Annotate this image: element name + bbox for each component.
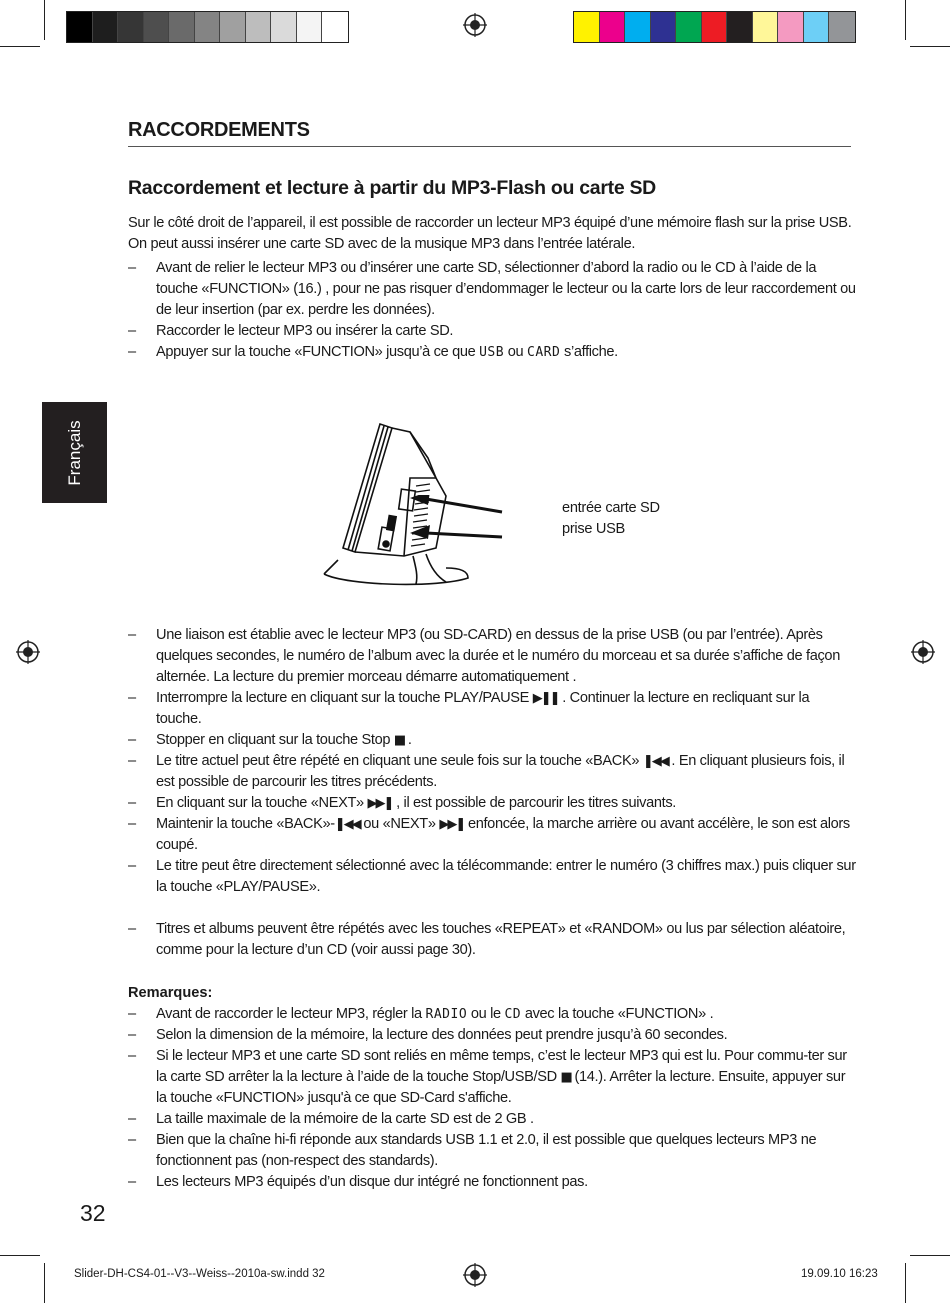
list-item <box>128 919 856 961</box>
grayscale-color-bar <box>66 11 349 43</box>
list-item-text: Selon la dimension de la mémoire, la lecture des données peut prendre jusqu’à 60 secondes. <box>156 1027 728 1043</box>
lcd-text-radio: RADIO <box>425 1007 468 1022</box>
registration-mark-icon <box>16 640 40 664</box>
dash: – <box>128 690 136 706</box>
crop-mark <box>44 0 45 40</box>
grayscale-swatch <box>220 12 246 42</box>
list-item-text: Stopper en cliquant sur la touche Stop <box>156 732 394 748</box>
list-item-text: En cliquant sur la touche «NEXT» <box>156 795 368 811</box>
list-item-text: ou le <box>467 1006 505 1022</box>
dash: – <box>128 344 136 360</box>
list-item-text: . En cliquant plusieurs fois, il est possible de parcourir les titres précédents. <box>156 753 845 790</box>
grayscale-swatch <box>144 12 170 42</box>
grayscale-swatch <box>322 12 348 42</box>
grayscale-swatch <box>118 12 144 42</box>
list-item-text: Le titre actuel peut être répété en cliquant une seule fois sur la touche «BACK» <box>156 753 643 769</box>
language-tab <box>42 402 107 503</box>
list-item-text: Avant de relier le lecteur MP3 ou d’insérer une carte SD, sélectionner d’abord la radio ou le CD à l’aide de la touche «FUNCTION» (16.) , pour ne pas risquer d’endommager le lecteur ou la carte lors de leur raccordement ou de leur insertion (par ex. perdre les données). <box>156 260 856 318</box>
list-item-text: ou <box>504 344 528 360</box>
registration-mark-icon <box>463 13 487 37</box>
process-swatch <box>804 12 830 42</box>
list-item-text: Interrompre la lecture en cliquant sur la touche PLAY/PAUSE <box>156 690 533 706</box>
list-item-text: s’affiche. <box>560 344 618 360</box>
list-item <box>128 258 856 321</box>
registration-mark-icon <box>463 1263 487 1287</box>
date-slug: 19.09.10 16:23 <box>801 1268 878 1280</box>
dash: – <box>128 753 136 769</box>
lcd-text-cd: CD <box>504 1007 522 1022</box>
crop-mark <box>44 1263 45 1303</box>
page-subtitle: Raccordement et lecture à partir du MP3-Flash ou carte SD <box>128 177 656 199</box>
list-item-text: enfoncée, la marche arrière ou avant accélère, le son est alors coupé. <box>156 816 850 853</box>
stop-icon: ■ <box>560 1070 571 1085</box>
list-item <box>128 1004 856 1025</box>
process-swatch <box>574 12 600 42</box>
list-item-text: La taille maximale de la mémoire de la carte SD est de 2 GB . <box>156 1111 534 1127</box>
list-item <box>128 856 856 898</box>
stop-icon: ■ <box>393 733 405 748</box>
crop-mark <box>0 46 40 47</box>
list-item-text: avec la touche «FUNCTION» . <box>521 1006 714 1022</box>
grayscale-swatch <box>67 12 93 42</box>
list-item-text: Avant de raccorder le lecteur MP3, régler la <box>156 1006 426 1022</box>
grayscale-swatch <box>271 12 297 42</box>
crop-mark <box>910 46 950 47</box>
crop-mark <box>0 1255 40 1256</box>
list-item <box>128 1025 856 1046</box>
next-icon: ▶▶❚ <box>367 796 393 811</box>
lcd-text-card: CARD <box>527 345 561 360</box>
remarks-heading: Remarques: <box>128 985 213 1001</box>
process-swatch <box>676 12 702 42</box>
list-item <box>128 1046 856 1109</box>
pointer-arrows <box>410 495 505 545</box>
process-swatch <box>625 12 651 42</box>
grayscale-swatch <box>246 12 272 42</box>
list-item <box>128 1130 856 1172</box>
list-item <box>128 321 856 342</box>
list-item-text: (14.). Arrêter la lecture. Ensuite, appuyer sur la touche «FUNCTION» jusqu'à ce que SD-Card s'affiche. <box>156 1069 846 1106</box>
section-title: RACCORDEMENTS <box>128 119 310 141</box>
dash: – <box>128 1132 136 1148</box>
process-swatch <box>727 12 753 42</box>
grayscale-swatch <box>169 12 195 42</box>
list-item-text: . <box>404 732 412 748</box>
process-swatch <box>600 12 626 42</box>
crop-mark <box>905 0 906 40</box>
dash: – <box>128 921 136 937</box>
play-pause-icon: ▶❚❚ <box>532 691 559 706</box>
language-tab-label: Français <box>64 419 84 486</box>
crop-mark <box>910 1255 950 1256</box>
list-item-text: Le titre peut être directement sélectionné avec la télécommande: entrer le numéro (3 chiffres max.) puis cliquer sur la touche «PLAY/PAUSE». <box>156 858 856 895</box>
dash: – <box>128 627 136 643</box>
list-item-text: , il est possible de parcourir les titres suivants. <box>392 795 676 811</box>
list-item-text: Titres et albums peuvent être répétés avec les touches «REPEAT» et «RANDOM» ou lus par sélection aléatoire, comme pour la lecture d’un CD (voir aussi page 30). <box>156 921 846 958</box>
grayscale-swatch <box>195 12 221 42</box>
process-color-bar <box>573 11 856 43</box>
caption-sd-slot: entrée carte SD <box>562 500 660 516</box>
list-item-text: Une liaison est établie avec le lecteur MP3 (ou SD-CARD) en dessus de la prise USB (ou par l’entrée). Après quelques secondes, le numéro de l’album avec la durée et le numéro du morceau et sa durée s’affiche de façon alternée. La lecture du premier morceau démarre automatiquement . <box>156 627 840 685</box>
dash: – <box>128 1027 136 1043</box>
dash: – <box>128 732 136 748</box>
page-number: 32 <box>80 1200 106 1226</box>
list-item <box>128 793 856 814</box>
title-rule <box>128 146 851 147</box>
remarks-list <box>128 1004 856 1193</box>
preparation-steps <box>128 258 856 363</box>
dash: – <box>128 323 136 339</box>
list-item <box>128 688 856 730</box>
process-swatch <box>753 12 779 42</box>
list-item <box>128 342 856 363</box>
list-item <box>128 730 856 751</box>
grayscale-swatch <box>297 12 323 42</box>
list-item-text: Raccorder le lecteur MP3 ou insérer la carte SD. <box>156 323 454 339</box>
next-icon: ▶▶❚ <box>439 817 465 832</box>
back-icon: ❚◀◀ <box>642 754 668 769</box>
caption-usb-port: prise USB <box>562 521 625 537</box>
process-swatch <box>778 12 804 42</box>
crop-mark <box>905 1263 906 1303</box>
intro-paragraph: Sur le côté droit de l’appareil, il est possible de raccorder un lecteur MP3 équipé d’une mémoire flash sur la prise USB. On peut aussi insérer une carte SD avec de la musique MP3 dans l’entrée latérale. <box>128 215 852 252</box>
dash: – <box>128 1048 136 1064</box>
lcd-text-usb: USB <box>479 345 505 360</box>
process-swatch <box>702 12 728 42</box>
registration-mark-icon <box>911 640 935 664</box>
list-item-text: . Continuer la lecture en recliquant sur la touche. <box>156 690 810 727</box>
list-item <box>128 1172 856 1193</box>
file-slug: Slider-DH-CS4-01--V3--Weiss--2010a-sw.indd 32 <box>74 1268 325 1280</box>
dash: – <box>128 858 136 874</box>
list-item <box>128 1109 856 1130</box>
dash: – <box>128 1174 136 1190</box>
dash: – <box>128 816 136 832</box>
dash: – <box>128 1111 136 1127</box>
process-swatch <box>651 12 677 42</box>
list-item-text: Bien que la chaîne hi-fi réponde aux standards USB 1.1 et 2.0, il est possible que quelques lecteurs MP3 ne fonctionnent pas (non-respect des standards). <box>156 1132 817 1169</box>
list-item-text: Maintenir la touche «BACK»- <box>156 816 335 832</box>
dash: – <box>128 260 136 276</box>
list-item-text: Les lecteurs MP3 équipés d’un disque dur intégré ne fonctionnent pas. <box>156 1174 588 1190</box>
list-item-text: Appuyer sur la touche «FUNCTION» jusqu’à ce que <box>156 344 480 360</box>
dash: – <box>128 1006 136 1022</box>
spacer <box>128 898 856 919</box>
grayscale-swatch <box>93 12 119 42</box>
list-item <box>128 625 856 688</box>
playback-instructions <box>128 625 856 961</box>
back-icon: ❚◀◀ <box>334 817 360 832</box>
list-item <box>128 814 856 856</box>
list-item <box>128 751 856 793</box>
dash: – <box>128 795 136 811</box>
list-item-text: Si le lecteur MP3 et une carte SD sont reliés en même temps, c’est le lecteur MP3 qui est lu. Pour commu-ter sur la carte SD arrêter la la lecture à l’aide de la touche Stop/USB/SD <box>156 1048 847 1085</box>
process-swatch <box>829 12 855 42</box>
list-item-text: ou «NEXT» <box>359 816 440 832</box>
